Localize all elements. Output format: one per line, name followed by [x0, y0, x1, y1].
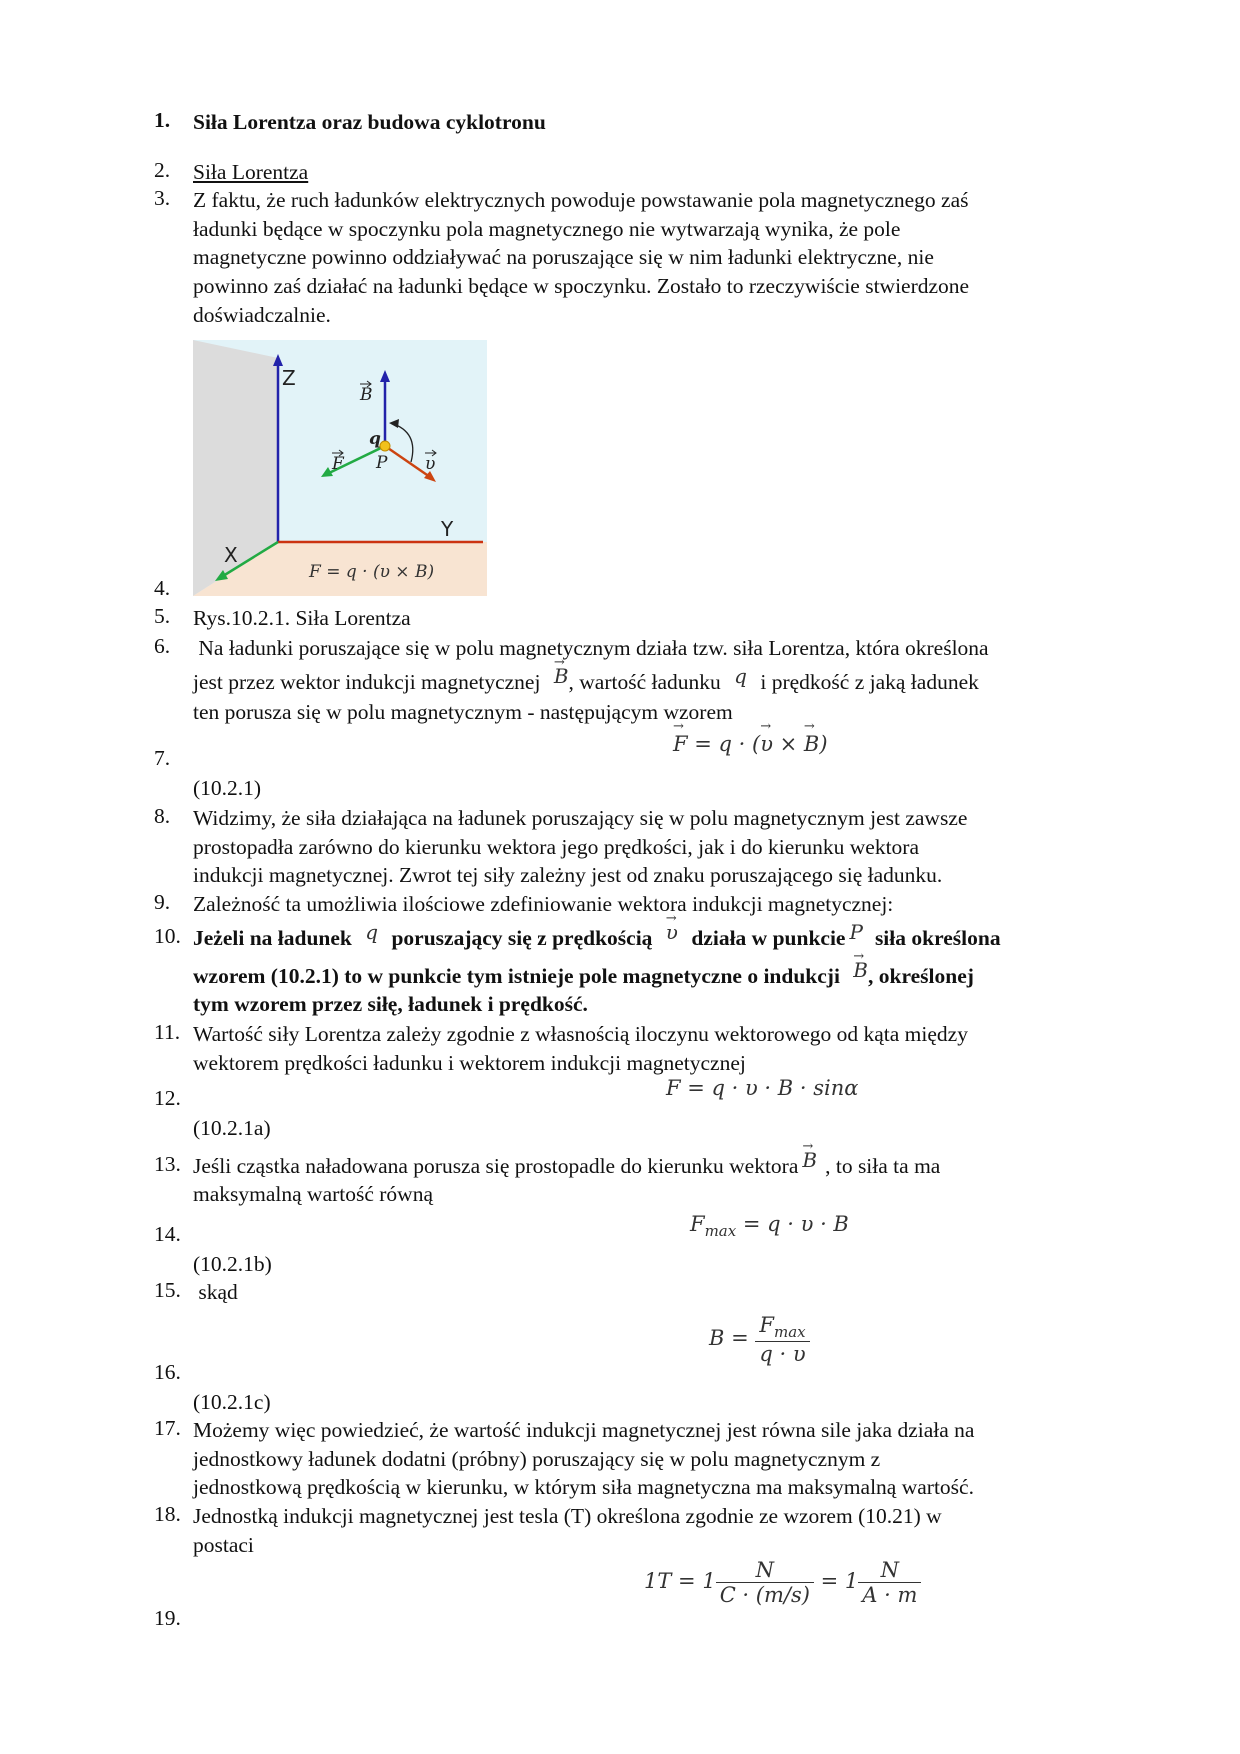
equation-number: (10.2.1c) — [193, 1390, 271, 1414]
paragraph-17: Możemy więc powiedzieć, że wartość indukcji magnetycznej jest równa sile jaka działa na jednostkowy ładunek dodatni (próbny) poruszający się w polu magnetycznym z jednostkową prędkością w kierunku, w którym siła magnetyczna ma maksymalną wartość. — [193, 1418, 975, 1500]
inline-q: q — [734, 664, 747, 688]
charge-dot — [380, 441, 390, 451]
item-number: 7. — [154, 746, 171, 770]
paragraph-13-line-1: Jeśli cząstka naładowana porusza się prostopadle do kierunku wektora→ B , to siła ta ma — [193, 1152, 1123, 1181]
v-label: υ — [425, 454, 436, 474]
item-number: 1. — [154, 108, 171, 132]
max-force-formula: $F_{max} = q \cdot \upsilon \cdot B$ — [690, 1212, 849, 1240]
item-number: 17. — [154, 1416, 181, 1440]
x-label: X — [224, 543, 238, 567]
lorentz-formula: → F = q · (→ υ × → B) — [673, 732, 828, 756]
figure-caption: Rys.10.2.1. Siła Lorentza — [193, 606, 411, 630]
z-label: Z — [282, 366, 296, 390]
tesla-unit-formula: 1T = 1 $\frac{N}{C \cdot (m/s)}$ = 1 $\frac{N}{A \cdot m}$ — [644, 1558, 921, 1607]
section-heading: Siła Lorentza — [193, 160, 309, 184]
document-title: Siła Lorentza oraz budowa cyklotronu — [193, 110, 546, 134]
f-label: F — [332, 454, 344, 474]
item-number: 3. — [154, 186, 171, 210]
paragraph-6-line-3: ten porusza się w polu magnetycznym - następującym wzorem — [193, 700, 733, 724]
item-number: 10. — [154, 924, 181, 948]
definition-line-3: tym wzorem przez siłę, ładunek i prędkość. — [193, 992, 588, 1016]
definition-line-1: Jeżeli na ładunek q poruszający się z prędkością → υ działa w punkcie P siła określona — [193, 924, 1123, 953]
item-number: 2. — [154, 158, 171, 182]
item-number: 5. — [154, 604, 171, 628]
item-number: 11. — [154, 1020, 181, 1044]
paragraph-8: Widzimy, że siła działająca na ładunek poruszający się w polu magnetycznym jest zawsze prostopadła zarówno do kierunku wektora jego prędkości, jak i do kierunku wektora indukcji magnetycznej. Zwrot tej siły zależny jest od znaku poruszającego się ładunku. — [193, 806, 968, 888]
paragraph-6-line-2: jest przez wektor indukcji magnetycznej → B, wartość ładunku q i prędkość z jaką ładunek — [193, 668, 1123, 697]
figure-formula: F = q · (υ × B) — [309, 562, 435, 582]
item-number: 18. — [154, 1502, 181, 1526]
item-number: 9. — [154, 890, 171, 914]
item-number: 12. — [154, 1086, 181, 1110]
b-formula: B = $\frac{F_{max}}{q \cdot \upsilon}$ — [709, 1313, 810, 1366]
q-label: q — [369, 429, 381, 449]
paragraph-6-line-1: Na ładunki poruszające się w polu magnetycznym działa tzw. siła Lorentza, która określona — [193, 636, 989, 660]
p-label: P — [376, 453, 388, 473]
y-label: Y — [441, 517, 454, 541]
equation-number: (10.2.1b) — [193, 1252, 272, 1276]
inline-b-vector: → B — [554, 662, 569, 691]
item-number: 8. — [154, 804, 171, 828]
item-number: 19. — [154, 1606, 181, 1630]
lorentz-magnitude-formula: F = q · υ · B · sinα — [666, 1076, 859, 1100]
paragraph-13-line-2: maksymalną wartość równą — [193, 1182, 434, 1206]
item-number: 14. — [154, 1222, 181, 1246]
paragraph-3: Z faktu, że ruch ładunków elektrycznych powoduje powstawanie pola magnetycznego zaś ładunki będące w spoczynku pola magnetycznego nie wytwarzają wynika, że pole magnetyczne powinno oddziaływać na poruszające się w nim ładunki elektryczne, nie powinno zaś działać na ładunki będące w spoczynku. Zostało to rzeczywiście stwierdzone doświadczalnie. — [193, 188, 970, 327]
item-number: 4. — [154, 576, 171, 600]
item-number: 15. — [154, 1278, 181, 1302]
item-number: 6. — [154, 634, 171, 658]
equation-number: (10.2.1a) — [193, 1116, 271, 1140]
equation-number: (10.2.1) — [193, 776, 262, 800]
lorentz-force-figure — [193, 340, 487, 596]
definition-line-2: wzorem (10.2.1) to w punkcie tym istnieje pole magnetyczne o indukcji → B, określonej — [193, 962, 1123, 991]
paragraph-9: Zależność ta umożliwia ilościowe zdefiniowanie wektora indukcji magnetycznej: — [193, 892, 894, 916]
paragraph-11: Wartość siły Lorentza zależy zgodnie z własnością iloczynu wektorowego od kąta między wektorem prędkości ładunku i wektorem indukcji magnetycznej — [193, 1022, 968, 1075]
paragraph-15: skąd — [193, 1280, 238, 1304]
paragraph-18: Jednostką indukcji magnetycznej jest tesla (T) określona zgodnie ze wzorem (10.21) w postaci — [193, 1504, 942, 1557]
item-number: 16. — [154, 1360, 181, 1384]
b-label: B — [360, 385, 373, 405]
item-number: 13. — [154, 1152, 181, 1176]
